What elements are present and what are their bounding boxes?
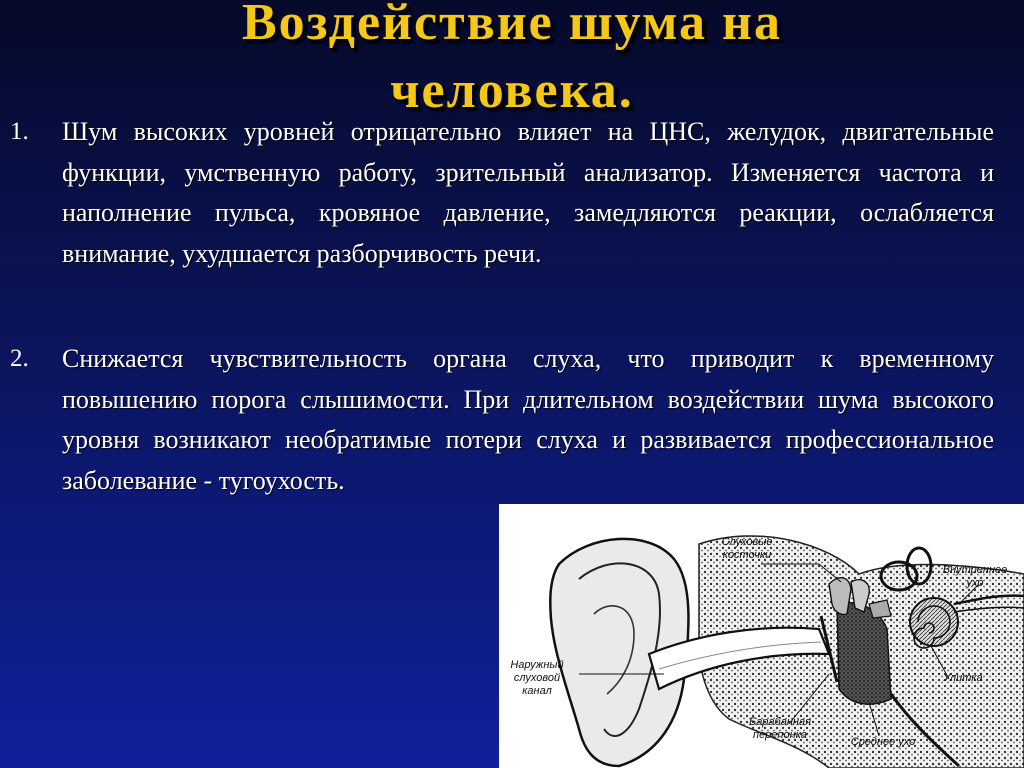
slide-title-line-1: Воздействие шума на [242, 0, 782, 51]
list-item-number: 1. [10, 118, 29, 145]
label-ossicles [711, 536, 783, 562]
list-item-number: 2. [10, 345, 29, 372]
label-middle-ear: Среднее ухо [850, 736, 916, 748]
cochlea [910, 598, 958, 648]
label-eardrum-line-2: перепонка [753, 729, 807, 741]
slide-title-line-2: человека. [390, 62, 634, 119]
label-eardrum-line-1: Барабанная [749, 716, 811, 728]
label-outer-canal-line-2: слуховой [513, 672, 561, 684]
label-eardrum [735, 716, 825, 742]
slide-title [0, 0, 1024, 124]
ossicle-stapes [869, 600, 891, 618]
list-item-text: Шум высоких уровней отрицательно влияет на ЦНС, желудок, двигательные функции, умственную работу, зрительный анализатор. Изменяется частота и наполнение пульса, кровяное давление, замедляются реакции, ослабляется внимание, ухудшается разборчивость речи. [62, 117, 994, 268]
label-outer-canal-line-3: канал [522, 685, 552, 697]
label-inner-ear-line-2: ухо [966, 577, 984, 589]
label-outer-canal-line-1: Наружный [510, 659, 564, 671]
label-outer-ear-canal [501, 659, 573, 698]
ear-anatomy-diagram [499, 504, 1024, 768]
list-item-text: Снижается чувствительность органа слуха, что приводит к временному повышению порога слышимости. При длительном воздействии шума высокого уровня возникают необратимые потери слуха и развивается профессиональное заболевание - тугоухость. [62, 344, 994, 495]
label-inner-ear [935, 564, 1015, 590]
label-ossicles-line-2: косточки [722, 549, 772, 561]
label-ossicles-line-1: Слуховые [721, 536, 773, 548]
label-inner-ear-line-1: Внутреннее [942, 564, 1008, 576]
label-cochlea: Улитка [943, 672, 983, 684]
